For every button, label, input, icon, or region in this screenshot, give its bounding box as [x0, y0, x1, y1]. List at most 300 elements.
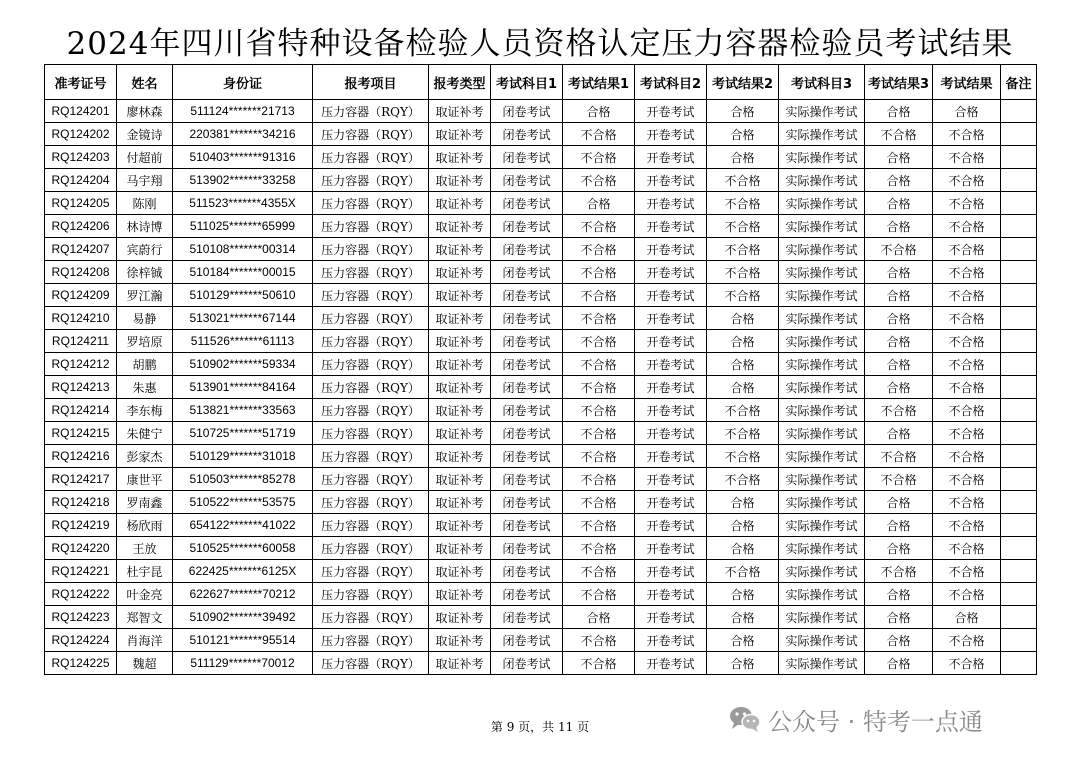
table-cell: 不合格 — [933, 169, 1001, 192]
table-cell: 不合格 — [563, 537, 635, 560]
table-cell: 不合格 — [563, 284, 635, 307]
table-cell: 压力容器（RQY） — [313, 514, 429, 537]
table-row — [45, 445, 1037, 468]
table-cell: 闭卷考试 — [491, 215, 563, 238]
table-cell: 取证补考 — [429, 353, 491, 376]
table-row — [45, 169, 1037, 192]
column-header: 考试科目1 — [491, 65, 563, 100]
column-header: 准考证号 — [45, 65, 117, 100]
table-row — [45, 192, 1037, 215]
table-cell: 511124*******21713 — [173, 100, 313, 123]
table-row — [45, 514, 1037, 537]
table-cell — [1001, 537, 1037, 560]
table-cell: 合格 — [865, 353, 933, 376]
table-cell: 取证补考 — [429, 583, 491, 606]
table-cell: 实际操作考试 — [779, 514, 865, 537]
table-cell: 闭卷考试 — [491, 192, 563, 215]
table-cell: 压力容器（RQY） — [313, 652, 429, 675]
table-cell: 513902*******33258 — [173, 169, 313, 192]
table-cell: 合格 — [865, 284, 933, 307]
table-cell: 压力容器（RQY） — [313, 261, 429, 284]
table-cell: 开卷考试 — [635, 560, 707, 583]
table-row — [45, 307, 1037, 330]
table-cell: 杨欣雨 — [117, 514, 173, 537]
column-header: 身份证 — [173, 65, 313, 100]
table-cell: 不合格 — [707, 399, 779, 422]
table-cell: 合格 — [707, 583, 779, 606]
table-cell: 不合格 — [563, 583, 635, 606]
table-cell: 不合格 — [563, 514, 635, 537]
table-cell: 510725*******51719 — [173, 422, 313, 445]
table-cell: 合格 — [707, 146, 779, 169]
table-cell: 不合格 — [865, 468, 933, 491]
table-cell: 压力容器（RQY） — [313, 376, 429, 399]
table-cell: 实际操作考试 — [779, 238, 865, 261]
table-cell: 不合格 — [933, 629, 1001, 652]
table-cell: 压力容器（RQY） — [313, 169, 429, 192]
table-cell: 654122*******41022 — [173, 514, 313, 537]
table-cell — [1001, 491, 1037, 514]
table-cell: 不合格 — [933, 376, 1001, 399]
column-header: 考试结果3 — [865, 65, 933, 100]
table-cell: RQ124220 — [45, 537, 117, 560]
table-cell: 合格 — [865, 537, 933, 560]
table-cell: 取证补考 — [429, 284, 491, 307]
table-cell: 510503*******85278 — [173, 468, 313, 491]
table-cell: 220381*******34216 — [173, 123, 313, 146]
table-cell: 不合格 — [933, 652, 1001, 675]
table-cell: 实际操作考试 — [779, 100, 865, 123]
table-cell: 不合格 — [933, 560, 1001, 583]
table-cell: 取证补考 — [429, 192, 491, 215]
column-header: 考试结果 — [933, 65, 1001, 100]
table-cell: 取证补考 — [429, 169, 491, 192]
table-cell: 不合格 — [563, 330, 635, 353]
table-cell: 开卷考试 — [635, 468, 707, 491]
table-cell: 徐梓铖 — [117, 261, 173, 284]
table-cell: 不合格 — [933, 215, 1001, 238]
table-row — [45, 468, 1037, 491]
column-header: 考试科目2 — [635, 65, 707, 100]
table-header-row — [45, 65, 1037, 100]
table-cell — [1001, 146, 1037, 169]
table-row — [45, 399, 1037, 422]
table-cell: 不合格 — [933, 399, 1001, 422]
table-cell: 实际操作考试 — [779, 169, 865, 192]
table-cell: 不合格 — [563, 422, 635, 445]
table-cell: 压力容器（RQY） — [313, 284, 429, 307]
table-cell: 实际操作考试 — [779, 123, 865, 146]
table-cell: 胡鹏 — [117, 353, 173, 376]
table-cell — [1001, 284, 1037, 307]
table-cell: 闭卷考试 — [491, 652, 563, 675]
table-cell: 合格 — [865, 261, 933, 284]
table-cell: 不合格 — [563, 376, 635, 399]
table-cell: 取证补考 — [429, 514, 491, 537]
table-cell: 513901*******84164 — [173, 376, 313, 399]
table-cell: 合格 — [865, 192, 933, 215]
table-cell: 取证补考 — [429, 537, 491, 560]
table-cell: 开卷考试 — [635, 606, 707, 629]
table-cell — [1001, 192, 1037, 215]
table-cell: 510902*******39492 — [173, 606, 313, 629]
table-cell: 闭卷考试 — [491, 560, 563, 583]
table-cell: 622627*******70212 — [173, 583, 313, 606]
table-cell: 罗南鑫 — [117, 491, 173, 514]
table-cell: 510522*******53575 — [173, 491, 313, 514]
table-cell: 取证补考 — [429, 445, 491, 468]
table-cell: 闭卷考试 — [491, 445, 563, 468]
table-cell: RQ124224 — [45, 629, 117, 652]
table-cell: 不合格 — [933, 123, 1001, 146]
table-cell: 不合格 — [563, 399, 635, 422]
table-cell: 510121*******95514 — [173, 629, 313, 652]
page-title: 2024年四川省特种设备检验人员资格认定压力容器检验员考试结果 — [66, 26, 1014, 62]
table-cell: 不合格 — [933, 330, 1001, 353]
table-cell: 不合格 — [865, 560, 933, 583]
table-cell: 合格 — [933, 100, 1001, 123]
table-cell: 不合格 — [933, 261, 1001, 284]
column-header: 考试结果2 — [707, 65, 779, 100]
table-cell: 开卷考试 — [635, 491, 707, 514]
table-cell: RQ124215 — [45, 422, 117, 445]
table-cell: 取证补考 — [429, 261, 491, 284]
table-cell: 实际操作考试 — [779, 560, 865, 583]
table-cell: 合格 — [865, 100, 933, 123]
table-cell: 压力容器（RQY） — [313, 146, 429, 169]
table-row — [45, 652, 1037, 675]
table-cell: 压力容器（RQY） — [313, 192, 429, 215]
table-cell: 合格 — [707, 652, 779, 675]
table-row — [45, 330, 1037, 353]
table-cell: 罗江瀚 — [117, 284, 173, 307]
table-cell: 不合格 — [563, 629, 635, 652]
table-cell: 开卷考试 — [635, 422, 707, 445]
table-cell: 511526*******61113 — [173, 330, 313, 353]
table-cell: 实际操作考试 — [779, 606, 865, 629]
table-cell: 510129*******31018 — [173, 445, 313, 468]
table-cell: 实际操作考试 — [779, 192, 865, 215]
table-cell: 实际操作考试 — [779, 307, 865, 330]
table-cell: 取证补考 — [429, 606, 491, 629]
table-cell: 不合格 — [563, 353, 635, 376]
watermark-text: 公众号 · 特考一点通 — [768, 707, 983, 736]
table-cell: RQ124212 — [45, 353, 117, 376]
table-cell: 取证补考 — [429, 307, 491, 330]
table-cell: 取证补考 — [429, 399, 491, 422]
table-cell: 合格 — [933, 606, 1001, 629]
table-cell: RQ124221 — [45, 560, 117, 583]
table-cell: 闭卷考试 — [491, 376, 563, 399]
table-cell: RQ124219 — [45, 514, 117, 537]
table-cell: 实际操作考试 — [779, 353, 865, 376]
table-row — [45, 284, 1037, 307]
table-cell: 开卷考试 — [635, 307, 707, 330]
table-cell: 取证补考 — [429, 146, 491, 169]
table-cell: 闭卷考试 — [491, 583, 563, 606]
table-cell: 压力容器（RQY） — [313, 123, 429, 146]
table-cell: 闭卷考试 — [491, 169, 563, 192]
column-header: 考试结果1 — [563, 65, 635, 100]
table-cell: 闭卷考试 — [491, 606, 563, 629]
table-cell: 闭卷考试 — [491, 353, 563, 376]
table-cell: 压力容器（RQY） — [313, 629, 429, 652]
table-cell: 不合格 — [563, 146, 635, 169]
table-row — [45, 261, 1037, 284]
table-cell: 实际操作考试 — [779, 537, 865, 560]
table-cell — [1001, 215, 1037, 238]
table-cell: 合格 — [865, 422, 933, 445]
table-cell: 不合格 — [707, 169, 779, 192]
results-table — [44, 64, 1037, 675]
table-cell: 开卷考试 — [635, 123, 707, 146]
wechat-icon — [728, 704, 762, 734]
table-cell — [1001, 261, 1037, 284]
table-cell: 取证补考 — [429, 629, 491, 652]
table-cell: 彭家杰 — [117, 445, 173, 468]
table-cell: 开卷考试 — [635, 261, 707, 284]
table-cell: 金镜诗 — [117, 123, 173, 146]
table-cell: 压力容器（RQY） — [313, 100, 429, 123]
table-row — [45, 629, 1037, 652]
table-cell: 不合格 — [865, 399, 933, 422]
column-header: 报考类型 — [429, 65, 491, 100]
table-cell: 不合格 — [933, 445, 1001, 468]
column-header: 考试科目3 — [779, 65, 865, 100]
table-cell: 合格 — [865, 606, 933, 629]
table-cell — [1001, 123, 1037, 146]
table-cell: 开卷考试 — [635, 146, 707, 169]
table-cell: 合格 — [865, 491, 933, 514]
table-row — [45, 238, 1037, 261]
table-cell: 取证补考 — [429, 422, 491, 445]
table-cell: 实际操作考试 — [779, 422, 865, 445]
table-cell — [1001, 583, 1037, 606]
table-cell: 不合格 — [933, 353, 1001, 376]
table-cell: 压力容器（RQY） — [313, 491, 429, 514]
column-header: 姓名 — [117, 65, 173, 100]
table-cell: 合格 — [563, 606, 635, 629]
table-cell: 不合格 — [563, 169, 635, 192]
table-cell — [1001, 514, 1037, 537]
table-cell: 叶金亮 — [117, 583, 173, 606]
table-cell: RQ124211 — [45, 330, 117, 353]
table-cell: 合格 — [865, 629, 933, 652]
table-cell: RQ124204 — [45, 169, 117, 192]
table-cell: 622425*******6125X — [173, 560, 313, 583]
table-cell: RQ124207 — [45, 238, 117, 261]
table-cell: 压力容器（RQY） — [313, 537, 429, 560]
table-cell: 不合格 — [563, 123, 635, 146]
table-cell: 不合格 — [707, 261, 779, 284]
table-cell: 合格 — [707, 330, 779, 353]
table-cell: 闭卷考试 — [491, 537, 563, 560]
table-cell: 取证补考 — [429, 100, 491, 123]
table-cell: 511523*******4355X — [173, 192, 313, 215]
table-cell: 实际操作考试 — [779, 146, 865, 169]
table-cell — [1001, 353, 1037, 376]
table-cell: 陈刚 — [117, 192, 173, 215]
table-row — [45, 100, 1037, 123]
table-cell: 取证补考 — [429, 468, 491, 491]
table-cell: 开卷考试 — [635, 192, 707, 215]
table-cell — [1001, 376, 1037, 399]
table-cell: 开卷考试 — [635, 514, 707, 537]
table-cell: RQ124216 — [45, 445, 117, 468]
table-cell: 压力容器（RQY） — [313, 353, 429, 376]
table-cell: 合格 — [563, 100, 635, 123]
table-cell: 取证补考 — [429, 238, 491, 261]
table-cell: 压力容器（RQY） — [313, 422, 429, 445]
table-cell: 不合格 — [933, 491, 1001, 514]
table-row — [45, 146, 1037, 169]
table-cell: 实际操作考试 — [779, 629, 865, 652]
table-cell: 开卷考试 — [635, 376, 707, 399]
table-cell: 合格 — [865, 169, 933, 192]
table-cell: RQ124222 — [45, 583, 117, 606]
table-cell: 实际操作考试 — [779, 399, 865, 422]
table-cell: 实际操作考试 — [779, 376, 865, 399]
table-cell: 511025*******65999 — [173, 215, 313, 238]
table-cell: 实际操作考试 — [779, 583, 865, 606]
table-cell: 付超前 — [117, 146, 173, 169]
table-cell: 不合格 — [707, 238, 779, 261]
table-cell: 不合格 — [933, 192, 1001, 215]
table-cell: 不合格 — [865, 238, 933, 261]
table-cell: 林诗博 — [117, 215, 173, 238]
table-cell: RQ124205 — [45, 192, 117, 215]
table-cell: 压力容器（RQY） — [313, 445, 429, 468]
table-cell: 闭卷考试 — [491, 330, 563, 353]
table-cell — [1001, 307, 1037, 330]
watermark — [728, 702, 983, 736]
table-cell: 开卷考试 — [635, 629, 707, 652]
table-cell: 闭卷考试 — [491, 468, 563, 491]
table-row — [45, 537, 1037, 560]
table-cell: 压力容器（RQY） — [313, 560, 429, 583]
table-cell: 取证补考 — [429, 215, 491, 238]
table-cell: 不合格 — [563, 468, 635, 491]
table-cell: RQ124202 — [45, 123, 117, 146]
table-cell: 不合格 — [707, 445, 779, 468]
table-cell: 李东梅 — [117, 399, 173, 422]
table-cell: 不合格 — [563, 445, 635, 468]
table-cell: 闭卷考试 — [491, 514, 563, 537]
table-cell: 合格 — [707, 376, 779, 399]
table-cell: 不合格 — [563, 261, 635, 284]
table-cell: 马宇翔 — [117, 169, 173, 192]
table-cell — [1001, 606, 1037, 629]
table-cell: 合格 — [865, 652, 933, 675]
table-cell: 不合格 — [707, 560, 779, 583]
table-cell: 实际操作考试 — [779, 261, 865, 284]
table-row — [45, 491, 1037, 514]
table-cell: 511129*******70012 — [173, 652, 313, 675]
table-cell: RQ124209 — [45, 284, 117, 307]
table-cell: 不合格 — [933, 514, 1001, 537]
table-cell: 压力容器（RQY） — [313, 468, 429, 491]
table-cell: 合格 — [707, 606, 779, 629]
table-cell: 罗培原 — [117, 330, 173, 353]
table-cell: 闭卷考试 — [491, 399, 563, 422]
table-cell: 廖林森 — [117, 100, 173, 123]
table-cell: 合格 — [865, 514, 933, 537]
table-cell: 王放 — [117, 537, 173, 560]
table-cell: 实际操作考试 — [779, 284, 865, 307]
table-cell: 闭卷考试 — [491, 146, 563, 169]
table-cell: 朱健宁 — [117, 422, 173, 445]
table-cell: 510184*******00015 — [173, 261, 313, 284]
table-cell: 不合格 — [865, 445, 933, 468]
table-row — [45, 583, 1037, 606]
table-cell: 易静 — [117, 307, 173, 330]
table-cell: 合格 — [707, 100, 779, 123]
table-cell: 510403*******91316 — [173, 146, 313, 169]
table-cell: RQ124201 — [45, 100, 117, 123]
table-cell: 合格 — [865, 215, 933, 238]
table-cell — [1001, 169, 1037, 192]
table-cell: 取证补考 — [429, 376, 491, 399]
table-cell: 郑智文 — [117, 606, 173, 629]
table-cell: 不合格 — [933, 422, 1001, 445]
table-cell: 实际操作考试 — [779, 215, 865, 238]
table-cell — [1001, 468, 1037, 491]
table-cell: 闭卷考试 — [491, 123, 563, 146]
table-cell: 合格 — [865, 376, 933, 399]
table-cell: RQ124225 — [45, 652, 117, 675]
table-cell — [1001, 560, 1037, 583]
table-cell: 合格 — [707, 514, 779, 537]
table-cell: 压力容器（RQY） — [313, 238, 429, 261]
table-cell: 不合格 — [707, 284, 779, 307]
table-cell: 宾蔚行 — [117, 238, 173, 261]
table-row — [45, 123, 1037, 146]
table-cell — [1001, 100, 1037, 123]
table-cell: 闭卷考试 — [491, 261, 563, 284]
table-cell: 取证补考 — [429, 123, 491, 146]
table-cell: RQ124206 — [45, 215, 117, 238]
table-cell — [1001, 629, 1037, 652]
table-cell: 合格 — [865, 330, 933, 353]
table-cell: 不合格 — [707, 192, 779, 215]
table-cell: RQ124214 — [45, 399, 117, 422]
table-cell: 压力容器（RQY） — [313, 215, 429, 238]
table-cell: 开卷考试 — [635, 238, 707, 261]
table-cell: 肖海洋 — [117, 629, 173, 652]
table-cell: 实际操作考试 — [779, 445, 865, 468]
table-cell: 合格 — [707, 307, 779, 330]
table-cell: 不合格 — [707, 422, 779, 445]
table-cell: 510902*******59334 — [173, 353, 313, 376]
table-cell — [1001, 445, 1037, 468]
table-cell: 不合格 — [563, 307, 635, 330]
table-cell: 不合格 — [933, 307, 1001, 330]
table-cell: 不合格 — [563, 215, 635, 238]
table-cell: 闭卷考试 — [491, 284, 563, 307]
table-cell: 开卷考试 — [635, 583, 707, 606]
table-cell: 不合格 — [563, 238, 635, 261]
table-cell: 不合格 — [933, 537, 1001, 560]
table-row — [45, 560, 1037, 583]
table-cell: RQ124223 — [45, 606, 117, 629]
table-cell: 不合格 — [933, 146, 1001, 169]
table-cell: 510108*******00314 — [173, 238, 313, 261]
table-cell: 实际操作考试 — [779, 330, 865, 353]
table-cell: 开卷考试 — [635, 399, 707, 422]
table-cell: 取证补考 — [429, 330, 491, 353]
table-cell: RQ124218 — [45, 491, 117, 514]
page-footer: 第 9 页，共 11 页 — [490, 720, 590, 734]
